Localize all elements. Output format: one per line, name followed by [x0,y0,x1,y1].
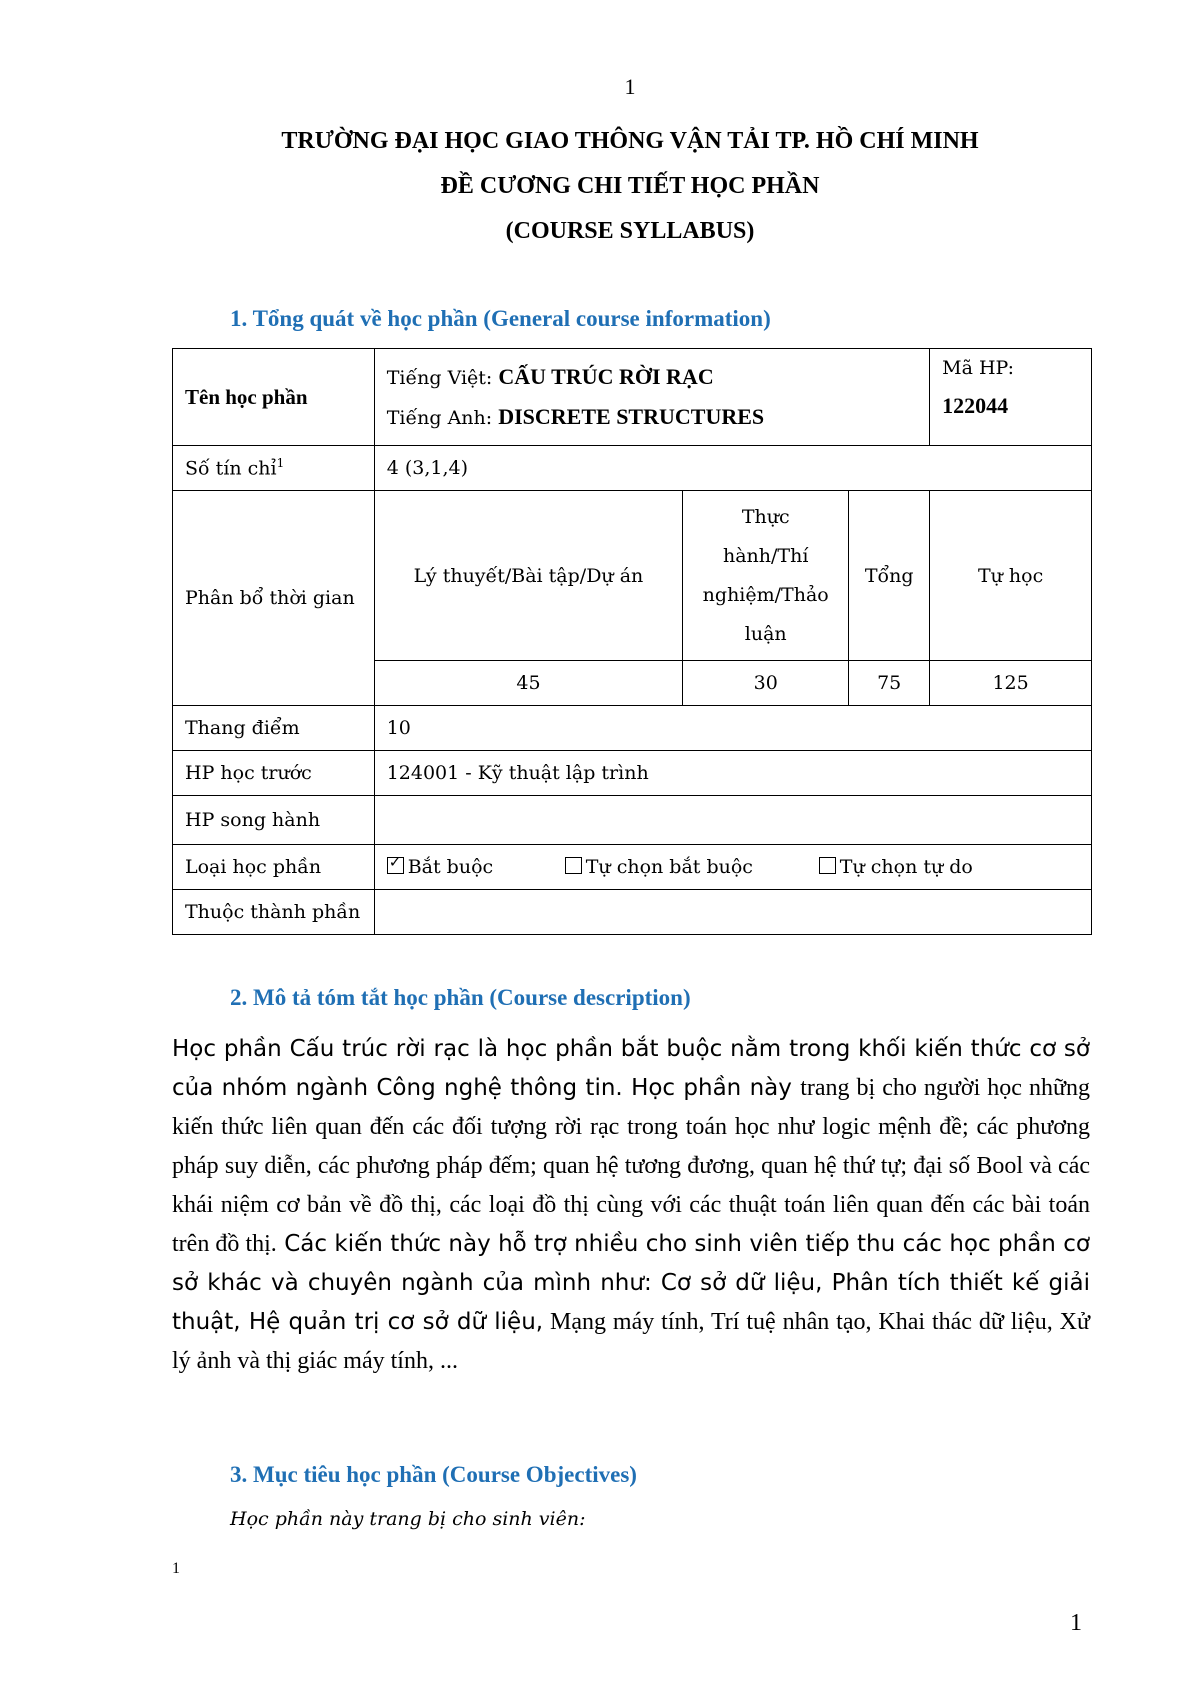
course-code-label: Mã HP: [942,357,1015,379]
time-header-theory: Lý thuyết/Bài tập/Dự án [374,491,683,661]
checkbox-icon[interactable] [819,857,836,874]
coreq-value [374,796,1091,845]
type-option-label: Bắt buộc [407,856,494,878]
practice-line: hành/Thí [722,544,809,567]
component-label: Thuộc thành phần [173,890,375,935]
page-number-top: 1 [624,74,636,99]
description-part-4: Mạng máy tính, Trí tuệ nhân tạo, Khai thác dữ liệu, Xử lý ảnh và thị giác máy tính, ... [172,1309,1090,1374]
course-code-value: 122044 [942,393,1009,418]
time-header-self-study: Tự học [930,491,1092,661]
time-value-total: 75 [849,661,930,706]
course-name-cell [374,349,929,446]
practice-line: luận [744,622,787,645]
course-code-cell [930,349,1092,446]
time-value-self-study: 125 [930,661,1092,706]
component-value [374,890,1091,935]
practice-line: nghiệm/Thảo [702,583,829,606]
scale-value: 10 [374,706,1091,751]
practice-line: Thực [741,505,790,528]
vn-label: Tiếng Việt: [386,367,499,389]
description-part-3: Các kiến thức này hỗ trợ nhiều cho sinh viên tiếp thu các học phần cơ sở khác và chuyên ngành của mình như: Cơ sở dữ liệu, Phân tích thiết kế giải thuật, Hệ quản trị cơ sở dữ liệu, [172,1231,1090,1335]
footnote-marker: 1 [172,1560,180,1577]
credits-footnote-ref: 1 [276,456,285,471]
vn-course-name: CẤU TRÚC RỜI RẠC [498,364,714,389]
type-option-required[interactable] [387,856,559,878]
university-name: TRƯỜNG ĐẠI HỌC GIAO THÔNG VẬN TẢI TP. HỒ CHÍ MINH [281,128,979,154]
course-info-table [172,348,1092,935]
time-value-theory: 45 [374,661,683,706]
description-part-1: Học phần Cấu trúc rời rạc là học phần bắt buộc nằm trong khối kiến thức cơ sở của nhóm ngành Công nghệ thông tin. Học phần này [172,1036,1090,1101]
en-course-name: DISCRETE STRUCTURES [498,404,765,429]
credits-label: Số tín chỉ [185,457,277,480]
course-name-label: Tên học phần [173,349,375,446]
scale-label: Thang điểm [173,706,375,751]
course-type-options [374,845,1091,890]
course-description [172,1030,1090,1381]
type-option-elective-required[interactable] [565,856,813,878]
document-title: ĐỀ CƯƠNG CHI TIẾT HỌC PHẦN [440,173,820,199]
time-header-total: Tổng [849,491,930,661]
credits-label-cell [173,446,375,491]
objectives-intro: Học phần này trang bị cho sinh viên: [230,1508,586,1530]
checkbox-icon[interactable] [565,857,582,874]
type-option-label: Tự chọn tự do [839,856,973,878]
description-part-2: trang bị cho người học những kiến thức liên quan đến các đối tượng rời rạc trong toán học như logic mệnh đề; các phương pháp suy diễn, các phương pháp đếm; quan hệ tương đương, quan hệ thứ tự; đại số Bool và các khái niệm cơ bản về đồ thị, các loại đồ thị cùng với các thuật toán liên quan đến các bài toán trên đồ thị. [172,1075,1090,1257]
credits-value: 4 (3,1,4) [374,446,1091,491]
en-label: Tiếng Anh: [386,407,499,429]
prereq-label: HP học trước [173,751,375,796]
section-3-heading: 3. Mục tiêu học phần (Course Objectives) [230,1462,637,1487]
page-number-bottom: 1 [1070,1610,1082,1636]
course-type-label: Loại học phần [173,845,375,890]
section-1-heading: 1. Tổng quát về học phần (General course information) [230,306,771,331]
time-header-practice [683,491,849,661]
coreq-label: HP song hành [173,796,375,845]
section-2-heading: 2. Mô tả tóm tắt học phần (Course description) [230,985,691,1010]
checkbox-checked-icon[interactable] [387,857,404,874]
prereq-value: 124001 - Kỹ thuật lập trình [374,751,1091,796]
time-value-practice: 30 [683,661,849,706]
type-option-free-elective[interactable] [819,856,973,878]
type-option-label: Tự chọn bắt buộc [585,856,753,878]
document-subtitle: (COURSE SYLLABUS) [505,218,755,244]
time-allocation-label: Phân bổ thời gian [173,491,375,706]
